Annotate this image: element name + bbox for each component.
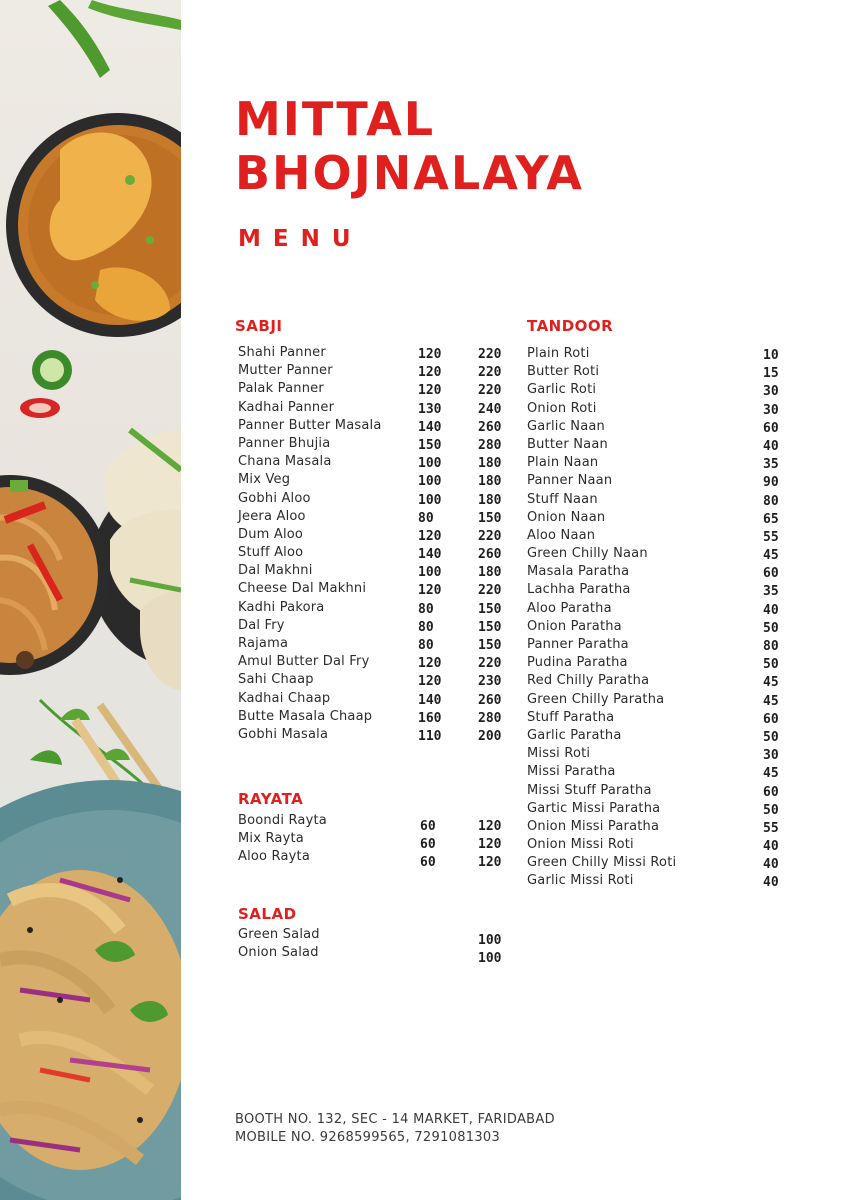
section-heading-rayata: RAYATA xyxy=(238,790,304,808)
menu-item-name: Jeera Aloo xyxy=(238,508,306,524)
menu-item-price-full: 180 xyxy=(478,565,502,581)
menu-item-price: 45 xyxy=(763,693,779,709)
menu-item-price: 90 xyxy=(763,475,779,491)
menu-item-row xyxy=(527,400,797,418)
restaurant-name-line1: MITTAL xyxy=(235,92,436,146)
menu-item-row xyxy=(238,399,518,417)
menu-item-name: Gartic Missi Paratha xyxy=(527,800,661,816)
menu-item-name: Butter Roti xyxy=(527,364,600,380)
menu-item-name: Garlic Missi Roti xyxy=(527,873,634,889)
salad-menu-list xyxy=(238,926,518,967)
menu-item-row xyxy=(238,580,518,598)
menu-item-name: Rajama xyxy=(238,636,289,651)
menu-item-row xyxy=(527,600,797,618)
menu-item-name: Green Chilly Missi Roti xyxy=(527,855,677,871)
menu-item-price: 60 xyxy=(763,784,779,800)
menu-item-row xyxy=(527,800,797,818)
menu-item-price-full: 220 xyxy=(478,383,502,399)
rayata-menu-list xyxy=(238,812,518,871)
menu-item-name: Panner Naan xyxy=(527,473,613,489)
menu-item-price: 100 xyxy=(478,951,502,967)
menu-item-price: 80 xyxy=(763,493,779,509)
menu-item-row xyxy=(527,381,797,399)
menu-item-row xyxy=(527,581,797,599)
menu-item-row xyxy=(527,745,797,763)
menu-item-row xyxy=(238,726,518,744)
menu-item-name: Shahi Panner xyxy=(238,345,326,360)
menu-item-row xyxy=(238,830,518,853)
menu-item-row xyxy=(238,690,518,708)
menu-item-price: 60 xyxy=(763,711,779,727)
menu-item-row xyxy=(527,763,797,781)
tandoor-menu-list xyxy=(527,345,797,891)
menu-item-name: Aloo Naan xyxy=(527,527,596,543)
menu-item-row xyxy=(527,636,797,654)
menu-item-name: Masala Paratha xyxy=(527,564,630,580)
menu-item-name: Mutter Panner xyxy=(238,363,333,379)
menu-item-price-full: 120 xyxy=(478,819,502,834)
menu-item-name: Pudina Paratha xyxy=(527,655,628,671)
menu-item-price: 50 xyxy=(763,729,779,745)
menu-item-name: Aloo Paratha xyxy=(527,600,612,616)
menu-item-price: 10 xyxy=(763,348,779,363)
menu-item-price-full: 220 xyxy=(478,656,502,672)
menu-item-row xyxy=(527,454,797,472)
menu-item-price: 45 xyxy=(763,675,779,691)
menu-item-price: 50 xyxy=(763,620,779,636)
menu-item-row xyxy=(238,599,518,617)
menu-item-price-full: 280 xyxy=(478,437,502,453)
menu-item-name: Gobhi Aloo xyxy=(238,490,311,506)
menu-item-price: 60 xyxy=(763,566,779,582)
menu-item-name: Panner Paratha xyxy=(527,637,629,652)
menu-item-price: 35 xyxy=(763,584,779,600)
menu-item-row xyxy=(527,345,797,363)
footer xyxy=(235,1111,555,1147)
menu-item-price-half: 120 xyxy=(418,583,442,599)
menu-item-row xyxy=(238,417,518,435)
menu-item-price-full: 220 xyxy=(478,583,502,599)
menu-item-price: 40 xyxy=(763,602,779,618)
food-photo-icon xyxy=(0,0,181,1200)
menu-item-price: 40 xyxy=(763,857,779,873)
menu-item-row xyxy=(527,836,797,854)
menu-item-name: Onion Roti xyxy=(527,400,597,416)
menu-item-name: Gobhi Masala xyxy=(238,726,329,742)
menu-item-name: Plain Roti xyxy=(527,346,590,361)
footer-mobile: MOBILE NO. 9268599565, 7291081303 xyxy=(235,1130,501,1145)
menu-item-row xyxy=(527,491,797,509)
menu-item-name: Chana Masala xyxy=(238,454,332,470)
menu-item-name: Boondi Rayta xyxy=(238,813,327,828)
menu-item-row xyxy=(527,472,797,490)
menu-item-price: 40 xyxy=(763,438,779,454)
menu-item-price-full: 260 xyxy=(478,419,502,435)
menu-item-price-half: 120 xyxy=(418,674,442,690)
menu-heading: MENU xyxy=(238,226,363,252)
menu-item-row xyxy=(238,453,518,471)
menu-item-name: Onion Naan xyxy=(527,509,606,525)
menu-item-name: Missi Stuff Paratha xyxy=(527,782,652,798)
menu-item-name: Red Chilly Paratha xyxy=(527,673,650,689)
menu-item-name: Sahi Chaap xyxy=(238,672,314,688)
menu-item-row xyxy=(238,490,518,508)
menu-item-row xyxy=(527,436,797,454)
menu-item-row xyxy=(527,709,797,727)
menu-item-name: Garlic Naan xyxy=(527,418,605,434)
menu-item-price-half: 60 xyxy=(420,837,436,853)
menu-item-price-full: 280 xyxy=(478,710,502,726)
menu-item-row xyxy=(238,653,518,671)
menu-item-row xyxy=(238,617,518,635)
menu-item-price-full: 240 xyxy=(478,401,502,417)
menu-item-row xyxy=(238,526,518,544)
menu-item-price-half: 110 xyxy=(418,728,442,744)
menu-item-price: 35 xyxy=(763,457,779,473)
menu-item-name: Dal Fry xyxy=(238,617,285,633)
menu-item-price: 45 xyxy=(763,766,779,782)
section-heading-salad: SALAD xyxy=(238,905,297,923)
menu-item-name: Onion Salad xyxy=(238,945,319,961)
menu-item-name: Onion Missi Paratha xyxy=(527,818,660,834)
menu-item-name: Garlic Paratha xyxy=(527,727,622,743)
menu-item-name: Butte Masala Chaap xyxy=(238,708,373,724)
menu-item-name: Stuff Aloo xyxy=(238,545,304,561)
menu-item-name: Kadhai Chaap xyxy=(238,690,331,706)
menu-item-name: Dum Aloo xyxy=(238,526,304,542)
menu-item-row xyxy=(527,363,797,381)
menu-item-name: Green Chilly Paratha xyxy=(527,691,665,707)
menu-item-row xyxy=(238,926,518,948)
menu-item-name: Dal Makhni xyxy=(238,563,313,579)
menu-item-row xyxy=(527,563,797,581)
menu-item-price-half: 100 xyxy=(418,492,442,508)
menu-item-price-half: 60 xyxy=(420,819,436,834)
menu-item-row xyxy=(527,818,797,836)
menu-item-price-half: 100 xyxy=(418,456,442,472)
menu-item-name: Garlic Roti xyxy=(527,382,597,398)
menu-item-price: 40 xyxy=(763,875,779,891)
menu-item-price-half: 120 xyxy=(418,656,442,672)
menu-item-price: 60 xyxy=(763,420,779,436)
menu-item-row xyxy=(527,618,797,636)
menu-item-name: Kadhi Pakora xyxy=(238,599,325,615)
menu-item-price: 50 xyxy=(763,657,779,673)
menu-item-price: 55 xyxy=(763,529,779,545)
menu-item-row xyxy=(238,944,518,967)
menu-item-price-half: 150 xyxy=(418,437,442,453)
menu-item-name: Aloo Rayta xyxy=(238,849,311,865)
menu-item-name: Missi Paratha xyxy=(527,764,616,780)
menu-item-price: 30 xyxy=(763,748,779,764)
menu-item-price-half: 120 xyxy=(418,383,442,399)
menu-item-price-full: 150 xyxy=(478,601,502,617)
menu-item-price-half: 140 xyxy=(418,419,442,435)
menu-item-price-half: 80 xyxy=(418,619,434,635)
menu-item-row xyxy=(527,672,797,690)
section-heading-tandoor: TANDOOR xyxy=(527,317,614,335)
menu-item-row xyxy=(527,854,797,872)
menu-item-row xyxy=(238,671,518,689)
menu-item-row xyxy=(238,544,518,562)
menu-item-price-half: 80 xyxy=(418,601,434,617)
menu-item-row xyxy=(238,362,518,380)
menu-item-row xyxy=(527,545,797,563)
food-photo xyxy=(0,0,181,1200)
menu-item-row xyxy=(238,812,518,834)
menu-item-price-full: 220 xyxy=(478,347,502,362)
menu-item-price-full: 120 xyxy=(478,837,502,853)
menu-item-price-half: 120 xyxy=(418,528,442,544)
menu-item-row xyxy=(527,509,797,527)
menu-item-name: Green Chilly Naan xyxy=(527,546,648,562)
menu-item-price-half: 60 xyxy=(420,855,436,871)
menu-item-row xyxy=(527,691,797,709)
menu-item-name: Mix Rayta xyxy=(238,831,304,847)
menu-item-price-half: 80 xyxy=(418,510,434,526)
menu-item-price: 65 xyxy=(763,511,779,527)
menu-item-row xyxy=(238,708,518,726)
menu-item-price-half: 160 xyxy=(418,710,442,726)
menu-item-price-half: 100 xyxy=(418,565,442,581)
menu-item-row xyxy=(527,527,797,545)
menu-item-name: Onion Paratha xyxy=(527,618,622,634)
menu-item-price-full: 220 xyxy=(478,528,502,544)
sabji-menu-list xyxy=(238,344,518,744)
menu-item-row xyxy=(238,471,518,489)
menu-item-row xyxy=(238,380,518,398)
menu-item-price-half: 120 xyxy=(418,365,442,381)
menu-item-name: Panner Bhujia xyxy=(238,435,331,451)
menu-item-price-half: 130 xyxy=(418,401,442,417)
menu-item-price-full: 120 xyxy=(478,855,502,871)
menu-item-price-full: 260 xyxy=(478,547,502,563)
menu-item-row xyxy=(527,418,797,436)
menu-item-price: 30 xyxy=(763,402,779,418)
menu-item-price: 40 xyxy=(763,839,779,855)
menu-item-name: Panner Butter Masala xyxy=(238,417,382,433)
menu-item-name: Onion Missi Roti xyxy=(527,837,634,853)
menu-item-price-half: 100 xyxy=(418,474,442,490)
menu-item-name: Kadhai Panner xyxy=(238,399,335,415)
menu-item-price-half: 140 xyxy=(418,547,442,563)
menu-item-price-full: 180 xyxy=(478,456,502,472)
menu-item-row xyxy=(527,782,797,800)
menu-item-price: 45 xyxy=(763,548,779,564)
menu-item-row xyxy=(527,727,797,745)
menu-item-price: 80 xyxy=(763,639,779,654)
menu-item-price: 55 xyxy=(763,820,779,836)
menu-item-price-half: 120 xyxy=(418,347,442,362)
menu-item-price-full: 150 xyxy=(478,638,502,653)
menu-item-row xyxy=(238,435,518,453)
menu-item-row xyxy=(238,562,518,580)
menu-item-price-full: 220 xyxy=(478,365,502,381)
menu-item-price-full: 230 xyxy=(478,674,502,690)
menu-item-row xyxy=(238,635,518,653)
restaurant-name-line2: BHOJNALAYA xyxy=(235,146,584,200)
menu-item-name: Stuff Paratha xyxy=(527,709,615,725)
menu-item-row xyxy=(527,654,797,672)
menu-item-price-full: 260 xyxy=(478,692,502,708)
menu-item-row xyxy=(238,344,518,362)
menu-item-row xyxy=(527,872,797,890)
menu-item-name: Palak Panner xyxy=(238,381,324,397)
menu-item-price-half: 140 xyxy=(418,692,442,708)
menu-item-row xyxy=(238,508,518,526)
menu-item-row xyxy=(238,848,518,871)
menu-item-name: Amul Butter Dal Fry xyxy=(238,654,370,670)
menu-item-name: Green Salad xyxy=(238,927,320,942)
menu-item-price-full: 180 xyxy=(478,492,502,508)
menu-item-name: Lachha Paratha xyxy=(527,582,631,598)
menu-item-price-half: 80 xyxy=(418,638,434,653)
menu-item-price: 50 xyxy=(763,802,779,818)
menu-item-price: 100 xyxy=(478,933,502,948)
menu-item-price: 15 xyxy=(763,366,779,382)
menu-item-price-full: 200 xyxy=(478,728,502,744)
footer-address: BOOTH NO. 132, SEC - 14 MARKET, FARIDABAD xyxy=(235,1112,555,1127)
menu-item-name: Missi Roti xyxy=(527,746,591,762)
menu-item-price-full: 150 xyxy=(478,510,502,526)
menu-item-name: Plain Naan xyxy=(527,455,599,471)
menu-item-price-full: 180 xyxy=(478,474,502,490)
menu-item-price: 30 xyxy=(763,384,779,400)
menu-item-name: Mix Veg xyxy=(238,472,291,488)
menu-item-name: Stuff Naan xyxy=(527,491,598,507)
section-heading-sabji: SABJI xyxy=(235,317,283,335)
menu-item-price-full: 150 xyxy=(478,619,502,635)
menu-item-name: Butter Naan xyxy=(527,436,608,452)
menu-item-name: Cheese Dal Makhni xyxy=(238,581,367,597)
